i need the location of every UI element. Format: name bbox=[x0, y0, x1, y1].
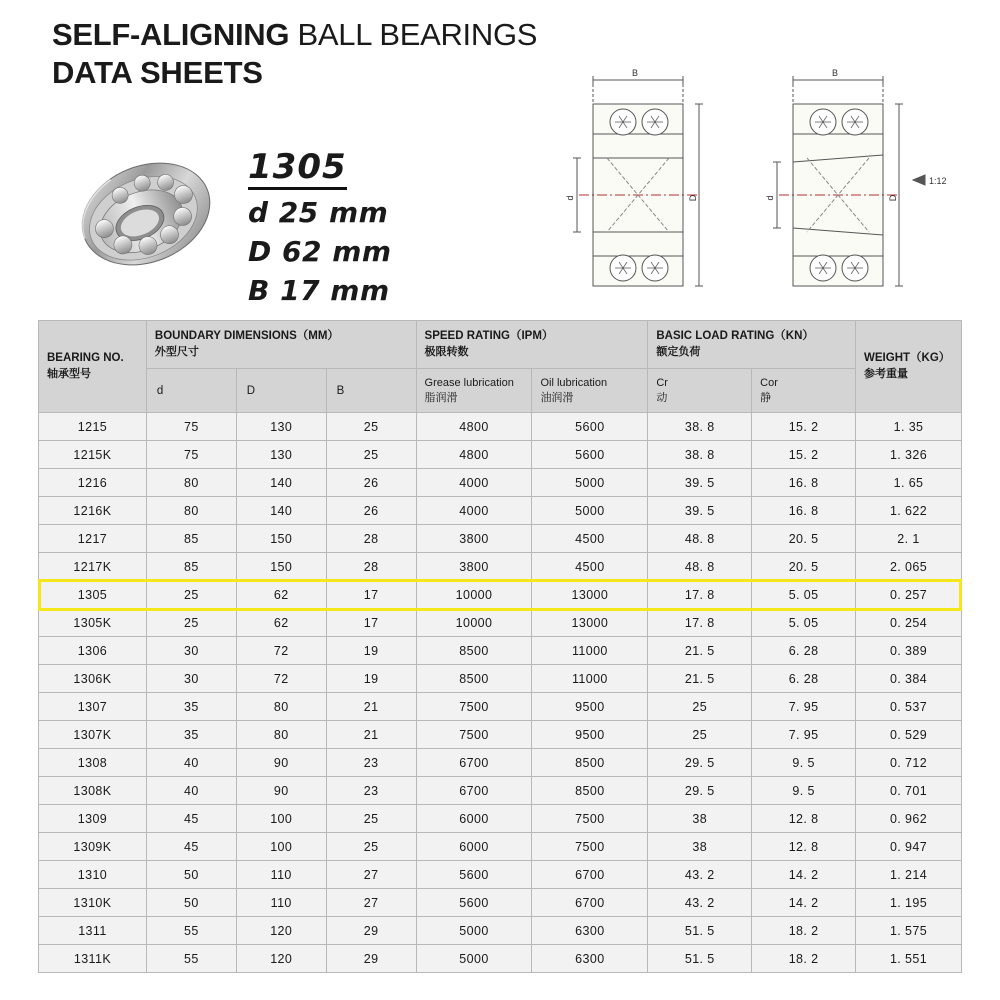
header-oil-lubrication bbox=[532, 369, 648, 413]
cell-weight: 0. 254 bbox=[856, 609, 962, 637]
bearing-data-table-wrap bbox=[38, 320, 962, 973]
cell-bearing-no: 1308K bbox=[39, 777, 147, 805]
cell-cr: 17. 8 bbox=[648, 581, 752, 609]
cell-d: 50 bbox=[146, 861, 236, 889]
title-strong-part: SELF-ALIGNING bbox=[52, 17, 290, 52]
bearing-photo bbox=[66, 150, 226, 280]
header-grease-en: Grease lubrication bbox=[424, 376, 514, 389]
cell-cor: 7. 95 bbox=[752, 693, 856, 721]
cell-oil-speed: 6700 bbox=[532, 861, 648, 889]
cell-cr: 25 bbox=[648, 721, 752, 749]
cell-cor: 14. 2 bbox=[752, 889, 856, 917]
cell-grease-speed: 8500 bbox=[416, 637, 532, 665]
cell-bearing-no: 1308 bbox=[39, 749, 147, 777]
cell-d: 35 bbox=[146, 693, 236, 721]
cell-weight: 0. 947 bbox=[856, 833, 962, 861]
cell-weight: 2. 065 bbox=[856, 553, 962, 581]
cell-cr: 21. 5 bbox=[648, 637, 752, 665]
cell-cr: 51. 5 bbox=[648, 945, 752, 973]
table-row bbox=[39, 749, 962, 777]
table-row bbox=[39, 889, 962, 917]
header-bearing-no-cn: 轴承型号 bbox=[47, 367, 91, 380]
cell-D: 90 bbox=[236, 749, 326, 777]
cell-cor: 12. 8 bbox=[752, 833, 856, 861]
cell-D: 90 bbox=[236, 777, 326, 805]
table-header-row-1 bbox=[39, 321, 962, 369]
cell-grease-speed: 4000 bbox=[416, 497, 532, 525]
header-boundary-en: BOUNDARY DIMENSIONS（MM） bbox=[154, 330, 339, 343]
cell-weight: 1. 214 bbox=[856, 861, 962, 889]
cell-B: 25 bbox=[326, 441, 416, 469]
cell-weight: 2. 1 bbox=[856, 525, 962, 553]
cell-cor: 6. 28 bbox=[752, 637, 856, 665]
cell-cor: 12. 8 bbox=[752, 805, 856, 833]
cell-D: 80 bbox=[236, 693, 326, 721]
cell-weight: 1. 35 bbox=[856, 413, 962, 441]
cell-cr: 29. 5 bbox=[648, 777, 752, 805]
cell-oil-speed: 13000 bbox=[532, 581, 648, 609]
cell-cr: 38. 8 bbox=[648, 441, 752, 469]
cell-oil-speed: 6700 bbox=[532, 889, 648, 917]
cell-grease-speed: 4000 bbox=[416, 469, 532, 497]
cell-oil-speed: 11000 bbox=[532, 665, 648, 693]
cell-B: 21 bbox=[326, 721, 416, 749]
cell-d: 40 bbox=[146, 749, 236, 777]
header-cor-cn: 静 bbox=[760, 391, 772, 404]
header-weight-cn: 参考重量 bbox=[864, 367, 909, 380]
cell-weight: 1. 65 bbox=[856, 469, 962, 497]
cell-B: 29 bbox=[326, 917, 416, 945]
cell-oil-speed: 7500 bbox=[532, 805, 648, 833]
cell-cr: 17. 8 bbox=[648, 609, 752, 637]
cell-D: 150 bbox=[236, 553, 326, 581]
cell-cr: 48. 8 bbox=[648, 525, 752, 553]
cell-grease-speed: 10000 bbox=[416, 581, 532, 609]
cell-B: 17 bbox=[326, 581, 416, 609]
cell-bearing-no: 1217 bbox=[39, 525, 147, 553]
table-header-row-2 bbox=[39, 369, 962, 413]
cell-oil-speed: 9500 bbox=[532, 693, 648, 721]
diagram-taper-note: 1:12 bbox=[929, 176, 947, 186]
header-cr-en: Cr bbox=[656, 376, 668, 389]
header-col-B: B bbox=[326, 369, 416, 413]
cell-bearing-no: 1309 bbox=[39, 805, 147, 833]
spec-model: 1305 bbox=[248, 150, 347, 190]
cell-cor: 15. 2 bbox=[752, 413, 856, 441]
diagram-label-B-left: B bbox=[631, 68, 639, 78]
cell-D: 80 bbox=[236, 721, 326, 749]
cell-oil-speed: 4500 bbox=[532, 553, 648, 581]
cell-grease-speed: 7500 bbox=[416, 693, 532, 721]
cell-cor: 20. 5 bbox=[752, 553, 856, 581]
table-row bbox=[39, 469, 962, 497]
header-cr bbox=[648, 369, 752, 413]
cell-weight: 1. 195 bbox=[856, 889, 962, 917]
cell-oil-speed: 11000 bbox=[532, 637, 648, 665]
cell-B: 26 bbox=[326, 497, 416, 525]
table-row bbox=[39, 497, 962, 525]
cell-cor: 18. 2 bbox=[752, 917, 856, 945]
cell-grease-speed: 10000 bbox=[416, 609, 532, 637]
cell-weight: 1. 551 bbox=[856, 945, 962, 973]
table-row bbox=[39, 581, 962, 609]
page-header bbox=[52, 18, 537, 90]
cell-d: 25 bbox=[146, 581, 236, 609]
cell-bearing-no: 1217K bbox=[39, 553, 147, 581]
cell-cr: 38 bbox=[648, 805, 752, 833]
cell-B: 28 bbox=[326, 525, 416, 553]
cell-D: 120 bbox=[236, 945, 326, 973]
header-speed-en: SPEED RATING（IPM） bbox=[424, 330, 554, 343]
cell-grease-speed: 6000 bbox=[416, 833, 532, 861]
header-bearing-no bbox=[39, 321, 147, 413]
cell-grease-speed: 5600 bbox=[416, 861, 532, 889]
table-row bbox=[39, 609, 962, 637]
cell-bearing-no: 1310 bbox=[39, 861, 147, 889]
diagram-label-B-right: B bbox=[831, 68, 839, 78]
cell-weight: 1. 622 bbox=[856, 497, 962, 525]
spec-bore-diameter: d 25 mm bbox=[248, 195, 389, 229]
cell-D: 62 bbox=[236, 581, 326, 609]
cell-d: 35 bbox=[146, 721, 236, 749]
cell-grease-speed: 4800 bbox=[416, 441, 532, 469]
header-boundary-dimensions bbox=[146, 321, 416, 369]
header-cor bbox=[752, 369, 856, 413]
cell-B: 27 bbox=[326, 889, 416, 917]
diagram-label-D-left: D bbox=[688, 194, 698, 202]
header-cr-cn: 动 bbox=[656, 391, 668, 404]
cell-d: 85 bbox=[146, 525, 236, 553]
cell-D: 100 bbox=[236, 805, 326, 833]
header-load-cn: 额定负荷 bbox=[656, 345, 701, 358]
cell-D: 100 bbox=[236, 833, 326, 861]
cell-d: 55 bbox=[146, 945, 236, 973]
cell-oil-speed: 8500 bbox=[532, 777, 648, 805]
cell-B: 26 bbox=[326, 469, 416, 497]
cell-d: 85 bbox=[146, 553, 236, 581]
cell-B: 27 bbox=[326, 861, 416, 889]
cell-D: 140 bbox=[236, 469, 326, 497]
header-load-rating bbox=[648, 321, 856, 369]
cell-cr: 38 bbox=[648, 833, 752, 861]
cell-cor: 5. 05 bbox=[752, 609, 856, 637]
cell-oil-speed: 13000 bbox=[532, 609, 648, 637]
cell-D: 120 bbox=[236, 917, 326, 945]
cell-cor: 7. 95 bbox=[752, 721, 856, 749]
cell-B: 19 bbox=[326, 665, 416, 693]
cell-cor: 20. 5 bbox=[752, 525, 856, 553]
cell-d: 75 bbox=[146, 413, 236, 441]
header-cor-en: Cor bbox=[760, 376, 778, 389]
header-bearing-no-en: BEARING NO. bbox=[47, 352, 124, 365]
cell-bearing-no: 1309K bbox=[39, 833, 147, 861]
header-oil-en: Oil lubrication bbox=[540, 376, 608, 389]
cell-d: 50 bbox=[146, 889, 236, 917]
cell-B: 19 bbox=[326, 637, 416, 665]
cell-cor: 9. 5 bbox=[752, 777, 856, 805]
table-row bbox=[39, 525, 962, 553]
cell-grease-speed: 7500 bbox=[416, 721, 532, 749]
header-col-D: D bbox=[236, 369, 326, 413]
cell-weight: 0. 257 bbox=[856, 581, 962, 609]
spec-width: B 17 mm bbox=[248, 273, 390, 307]
cell-cor: 16. 8 bbox=[752, 469, 856, 497]
table-body bbox=[39, 413, 962, 973]
cell-grease-speed: 3800 bbox=[416, 553, 532, 581]
cell-d: 55 bbox=[146, 917, 236, 945]
cell-weight: 0. 712 bbox=[856, 749, 962, 777]
cell-bearing-no: 1306K bbox=[39, 665, 147, 693]
table-row bbox=[39, 805, 962, 833]
cell-B: 25 bbox=[326, 833, 416, 861]
cell-d: 45 bbox=[146, 805, 236, 833]
cell-oil-speed: 4500 bbox=[532, 525, 648, 553]
cell-bearing-no: 1311K bbox=[39, 945, 147, 973]
cell-weight: 0. 701 bbox=[856, 777, 962, 805]
table-row bbox=[39, 665, 962, 693]
cell-D: 110 bbox=[236, 889, 326, 917]
cell-bearing-no: 1305 bbox=[39, 581, 147, 609]
header-boundary-cn: 外型尺寸 bbox=[154, 345, 199, 358]
cell-D: 62 bbox=[236, 609, 326, 637]
cell-grease-speed: 6000 bbox=[416, 805, 532, 833]
cell-D: 130 bbox=[236, 413, 326, 441]
cell-bearing-no: 1305K bbox=[39, 609, 147, 637]
cell-oil-speed: 9500 bbox=[532, 721, 648, 749]
title-light-part: BALL BEARINGS bbox=[297, 17, 538, 52]
cell-bearing-no: 1307K bbox=[39, 721, 147, 749]
cell-weight: 0. 384 bbox=[856, 665, 962, 693]
cell-B: 23 bbox=[326, 777, 416, 805]
diagram-label-D-right: D bbox=[888, 194, 898, 202]
header-load-en: BASIC LOAD RATING（KN） bbox=[656, 330, 814, 343]
cell-d: 25 bbox=[146, 609, 236, 637]
cell-oil-speed: 5600 bbox=[532, 441, 648, 469]
cell-cor: 18. 2 bbox=[752, 945, 856, 973]
cell-d: 45 bbox=[146, 833, 236, 861]
header-grease-cn: 脂润滑 bbox=[424, 391, 458, 404]
cell-weight: 0. 962 bbox=[856, 805, 962, 833]
cell-D: 130 bbox=[236, 441, 326, 469]
cell-d: 30 bbox=[146, 665, 236, 693]
cell-bearing-no: 1307 bbox=[39, 693, 147, 721]
cell-cr: 25 bbox=[648, 693, 752, 721]
diagram-label-d-left: d bbox=[565, 195, 575, 201]
cell-cr: 48. 8 bbox=[648, 553, 752, 581]
cell-B: 25 bbox=[326, 413, 416, 441]
cell-cor: 6. 28 bbox=[752, 665, 856, 693]
table-row bbox=[39, 721, 962, 749]
page-title bbox=[52, 18, 537, 52]
cell-bearing-no: 1215 bbox=[39, 413, 147, 441]
cell-cr: 38. 8 bbox=[648, 413, 752, 441]
cell-cor: 9. 5 bbox=[752, 749, 856, 777]
cell-grease-speed: 8500 bbox=[416, 665, 532, 693]
cell-grease-speed: 6700 bbox=[416, 777, 532, 805]
cell-grease-speed: 5600 bbox=[416, 889, 532, 917]
cell-D: 72 bbox=[236, 637, 326, 665]
diagram-label-d-right: d bbox=[765, 195, 775, 201]
cell-cr: 39. 5 bbox=[648, 497, 752, 525]
cell-d: 80 bbox=[146, 469, 236, 497]
cell-d: 80 bbox=[146, 497, 236, 525]
cell-D: 140 bbox=[236, 497, 326, 525]
cell-B: 21 bbox=[326, 693, 416, 721]
cell-d: 75 bbox=[146, 441, 236, 469]
header-oil-cn: 油润滑 bbox=[540, 391, 574, 404]
cell-cr: 39. 5 bbox=[648, 469, 752, 497]
cell-D: 72 bbox=[236, 665, 326, 693]
cell-oil-speed: 5600 bbox=[532, 413, 648, 441]
cell-d: 30 bbox=[146, 637, 236, 665]
cell-weight: 0. 389 bbox=[856, 637, 962, 665]
cell-bearing-no: 1311 bbox=[39, 917, 147, 945]
spec-outer-diameter: D 62 mm bbox=[248, 234, 392, 268]
header-col-d: d bbox=[146, 369, 236, 413]
cell-B: 28 bbox=[326, 553, 416, 581]
cell-B: 25 bbox=[326, 805, 416, 833]
header-speed-rating bbox=[416, 321, 648, 369]
cell-oil-speed: 6300 bbox=[532, 945, 648, 973]
cell-cr: 43. 2 bbox=[648, 889, 752, 917]
cell-B: 17 bbox=[326, 609, 416, 637]
page-subtitle: DATA SHEETS bbox=[52, 55, 263, 91]
cell-bearing-no: 1216 bbox=[39, 469, 147, 497]
header-weight-en: WEIGHT（KG） bbox=[864, 352, 951, 365]
cell-oil-speed: 6300 bbox=[532, 917, 648, 945]
header-speed-cn: 极限转数 bbox=[424, 345, 469, 358]
table-row bbox=[39, 441, 962, 469]
cell-bearing-no: 1306 bbox=[39, 637, 147, 665]
header-grease-lubrication bbox=[416, 369, 532, 413]
cell-D: 110 bbox=[236, 861, 326, 889]
cell-weight: 1. 326 bbox=[856, 441, 962, 469]
cell-bearing-no: 1215K bbox=[39, 441, 147, 469]
cell-cor: 15. 2 bbox=[752, 441, 856, 469]
cell-grease-speed: 3800 bbox=[416, 525, 532, 553]
cell-cr: 51. 5 bbox=[648, 917, 752, 945]
cell-cor: 16. 8 bbox=[752, 497, 856, 525]
technical-diagrams bbox=[545, 62, 965, 292]
cell-cor: 5. 05 bbox=[752, 581, 856, 609]
table-row bbox=[39, 693, 962, 721]
header-weight bbox=[856, 321, 962, 413]
cell-B: 23 bbox=[326, 749, 416, 777]
cell-grease-speed: 5000 bbox=[416, 917, 532, 945]
spec-block bbox=[248, 147, 392, 307]
cell-D: 150 bbox=[236, 525, 326, 553]
table-header bbox=[39, 321, 962, 413]
cell-cr: 21. 5 bbox=[648, 665, 752, 693]
table-row bbox=[39, 945, 962, 973]
table-row bbox=[39, 917, 962, 945]
table-row bbox=[39, 777, 962, 805]
table-row bbox=[39, 833, 962, 861]
cell-cor: 14. 2 bbox=[752, 861, 856, 889]
cell-bearing-no: 1310K bbox=[39, 889, 147, 917]
cell-grease-speed: 6700 bbox=[416, 749, 532, 777]
cell-cr: 43. 2 bbox=[648, 861, 752, 889]
cell-cr: 29. 5 bbox=[648, 749, 752, 777]
cell-weight: 0. 537 bbox=[856, 693, 962, 721]
cell-grease-speed: 4800 bbox=[416, 413, 532, 441]
cell-oil-speed: 8500 bbox=[532, 749, 648, 777]
cell-oil-speed: 5000 bbox=[532, 497, 648, 525]
table-row bbox=[39, 413, 962, 441]
cell-oil-speed: 5000 bbox=[532, 469, 648, 497]
cell-weight: 0. 529 bbox=[856, 721, 962, 749]
cell-bearing-no: 1216K bbox=[39, 497, 147, 525]
cell-grease-speed: 5000 bbox=[416, 945, 532, 973]
bearing-data-table bbox=[38, 320, 962, 973]
cell-d: 40 bbox=[146, 777, 236, 805]
table-row bbox=[39, 637, 962, 665]
table-row bbox=[39, 861, 962, 889]
cell-B: 29 bbox=[326, 945, 416, 973]
cell-weight: 1. 575 bbox=[856, 917, 962, 945]
table-row bbox=[39, 553, 962, 581]
cell-oil-speed: 7500 bbox=[532, 833, 648, 861]
